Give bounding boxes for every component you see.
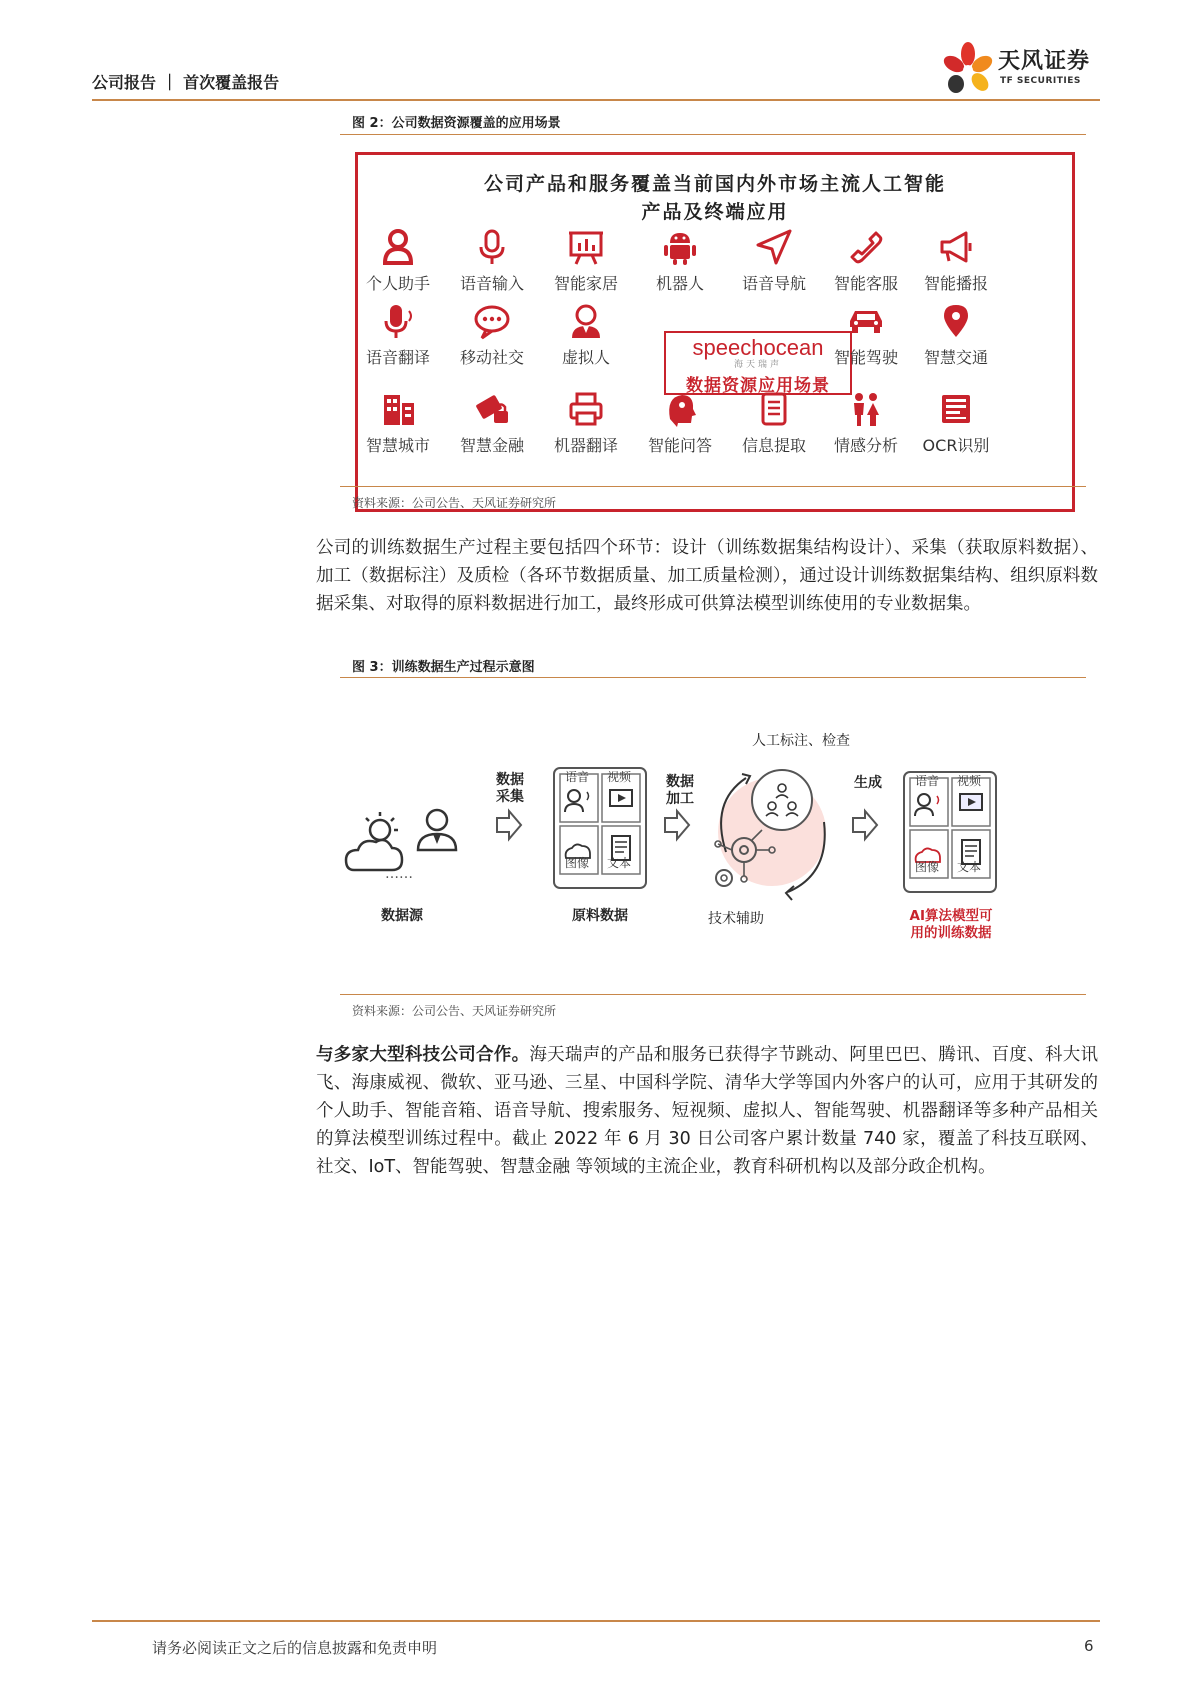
tile-video-label: 视频 — [606, 770, 631, 784]
app-item — [632, 389, 728, 456]
figure2-source: 资料来源：公司公告、天风证券研究所 — [352, 496, 557, 510]
person-icon — [378, 227, 418, 267]
app-label: 语音导航 — [741, 274, 806, 293]
figure2-heading-line2: 产品及终端应用 — [641, 201, 789, 223]
people-icon — [846, 389, 886, 429]
figure2-heading-line1: 公司产品和服务覆盖当前国内外市场主流人工智能 — [483, 173, 946, 195]
app-label: 虚拟人 — [561, 348, 610, 367]
figure2-bottom-rule — [340, 486, 1086, 487]
app-label: 智能客服 — [833, 274, 898, 293]
location-pin-icon — [936, 301, 976, 341]
app-label: 智能问答 — [647, 436, 712, 455]
arrow-right-icon — [850, 808, 880, 842]
app-item — [444, 389, 540, 456]
figure3-bottom-rule — [340, 994, 1086, 995]
document-icon — [754, 389, 794, 429]
avatar-icon — [566, 301, 606, 341]
navigation-icon — [754, 227, 794, 267]
figure2-title: 图 2：公司数据资源覆盖的应用场景 — [352, 116, 561, 131]
app-item — [632, 227, 728, 294]
card-lock-icon — [472, 389, 512, 429]
printer-icon — [566, 389, 606, 429]
figure3-top-rule — [340, 677, 1086, 678]
brand-subtitle: 数据资源应用场景 — [686, 376, 830, 396]
data-source-label: 数据源 — [381, 908, 423, 924]
company-logo — [940, 40, 1110, 100]
app-item — [444, 227, 540, 294]
logo-text: 天风证券 — [998, 49, 1091, 74]
app-item — [538, 301, 634, 368]
collect-label: 数据 采集 — [496, 772, 524, 805]
tile-image-label: 图像 — [564, 856, 589, 870]
app-label: 智慧金融 — [459, 436, 524, 455]
logo-subtext: TF SECURITIES — [1000, 76, 1081, 86]
app-label: 智能家居 — [553, 274, 618, 293]
output-label-line2: 用的训练数据 — [910, 925, 992, 941]
app-item — [538, 389, 634, 456]
arrow-right-icon — [662, 808, 692, 842]
tech-assist-label: 技术辅助 — [708, 911, 764, 927]
figure2-panel — [355, 152, 1075, 512]
app-label: 智慧城市 — [365, 436, 430, 455]
flower-logo-icon — [940, 40, 996, 98]
tile-image-label: 图像 — [914, 860, 939, 874]
tile-voice-label: 语音 — [914, 774, 939, 788]
output-label-line1: AI算法模型可 — [909, 908, 993, 924]
tile-voice-label: 语音 — [564, 770, 589, 784]
app-label: 智能播报 — [923, 274, 988, 293]
brand-chinese-name: 海天瑞声 — [733, 360, 782, 370]
app-item — [444, 301, 540, 368]
footer-divider — [92, 1620, 1100, 1622]
chat-icon — [472, 301, 512, 341]
paragraph-lead: 与多家大型科技公司合作。 — [316, 1045, 530, 1065]
app-label: 信息提取 — [741, 436, 806, 455]
figure3-title: 图 3：训练数据生产过程示意图 — [352, 660, 535, 675]
process-label: 数据 加工 — [666, 774, 694, 807]
app-label: 个人助手 — [365, 274, 430, 293]
presentation-icon — [566, 227, 606, 267]
tile-text-label: 文本 — [606, 856, 631, 870]
app-label: OCR识别 — [922, 436, 990, 455]
app-item — [908, 301, 1004, 368]
app-label: 移动社交 — [459, 348, 524, 367]
tile-video-label: 视频 — [956, 774, 981, 788]
processing-cycle — [696, 752, 836, 902]
generate-label: 生成 — [854, 775, 882, 791]
brand-name: speechocean — [692, 335, 824, 360]
raw-data-label: 原料数据 — [572, 908, 628, 924]
app-item — [538, 227, 634, 294]
person-icon — [412, 804, 462, 854]
app-label: 智能驾驶 — [833, 348, 898, 367]
app-label: 智慧交通 — [923, 348, 988, 367]
body-paragraph-1: 公司的训练数据生产过程主要包括四个环节：设计（训练数据集结构设计）、采集（获取原料数据）、加工（数据标注）及质检（各环节数据质量、加工质量检测），通过设计训练数据集结构、组织原料数据采集、对取得的原料数据进行加工，最终形成可供算法模型训练使用的专业数据集。 — [316, 538, 1098, 614]
car-icon — [846, 301, 886, 341]
figure3-source: 资料来源：公司公告、天风证券研究所 — [352, 1004, 557, 1018]
report-type-header: 公司报告 ｜ 首次覆盖报告 — [92, 73, 280, 92]
paragraph-body: 海天瑞声的产品和服务已获得字节跳动、阿里巴巴、腾讯、百度、科大讯飞、海康威视、微软、亚马逊、三星、中国科学院、清华大学等国内外客户的认可，应用于其研发的个人助手、智能音箱、语音导航、搜索服务、短视频、虚拟人、智能驾驶、机器翻译等多种产品相关的算法模型训练过程中。截止 2022 年 6 月 30 日公司客户累计数量 740 家，覆盖了科技互联网、社交、IoT、智能驾驶、智慧金融 等领域的主流企业，教育科研机构以及部分政企机构。 — [316, 1045, 1099, 1177]
ocr-icon — [936, 389, 976, 429]
app-item — [726, 227, 822, 294]
page-number: 6 — [1084, 1637, 1094, 1655]
voice-mic-icon — [378, 301, 418, 341]
app-item — [818, 389, 914, 456]
header-divider — [92, 99, 1100, 101]
body-paragraph-2 — [316, 1041, 1098, 1181]
app-item — [726, 389, 822, 456]
app-label: 情感分析 — [833, 436, 898, 455]
phone-icon — [846, 227, 886, 267]
android-icon — [660, 227, 700, 267]
head-icon — [660, 389, 700, 429]
tile-text-label: 文本 — [956, 860, 981, 874]
microphone-icon — [472, 227, 512, 267]
arrow-right-icon — [494, 808, 524, 842]
app-item — [350, 389, 446, 456]
building-icon — [378, 389, 418, 429]
app-item — [818, 227, 914, 294]
app-label: 语音输入 — [459, 274, 524, 293]
app-item — [350, 301, 446, 368]
app-label: 机器人 — [655, 274, 704, 293]
app-item — [908, 227, 1004, 294]
disclaimer-text: 请务必阅读正文之后的信息披露和免责申明 — [152, 1639, 438, 1657]
app-label: 机器翻译 — [553, 436, 618, 455]
app-label: 语音翻译 — [365, 348, 430, 367]
megaphone-icon — [936, 227, 976, 267]
dots-text: …… — [385, 866, 413, 882]
annotate-label: 人工标注、检查 — [752, 733, 850, 749]
app-item — [350, 227, 446, 294]
app-item — [818, 301, 914, 368]
app-item — [908, 389, 1004, 456]
figure2-top-rule — [340, 134, 1086, 135]
